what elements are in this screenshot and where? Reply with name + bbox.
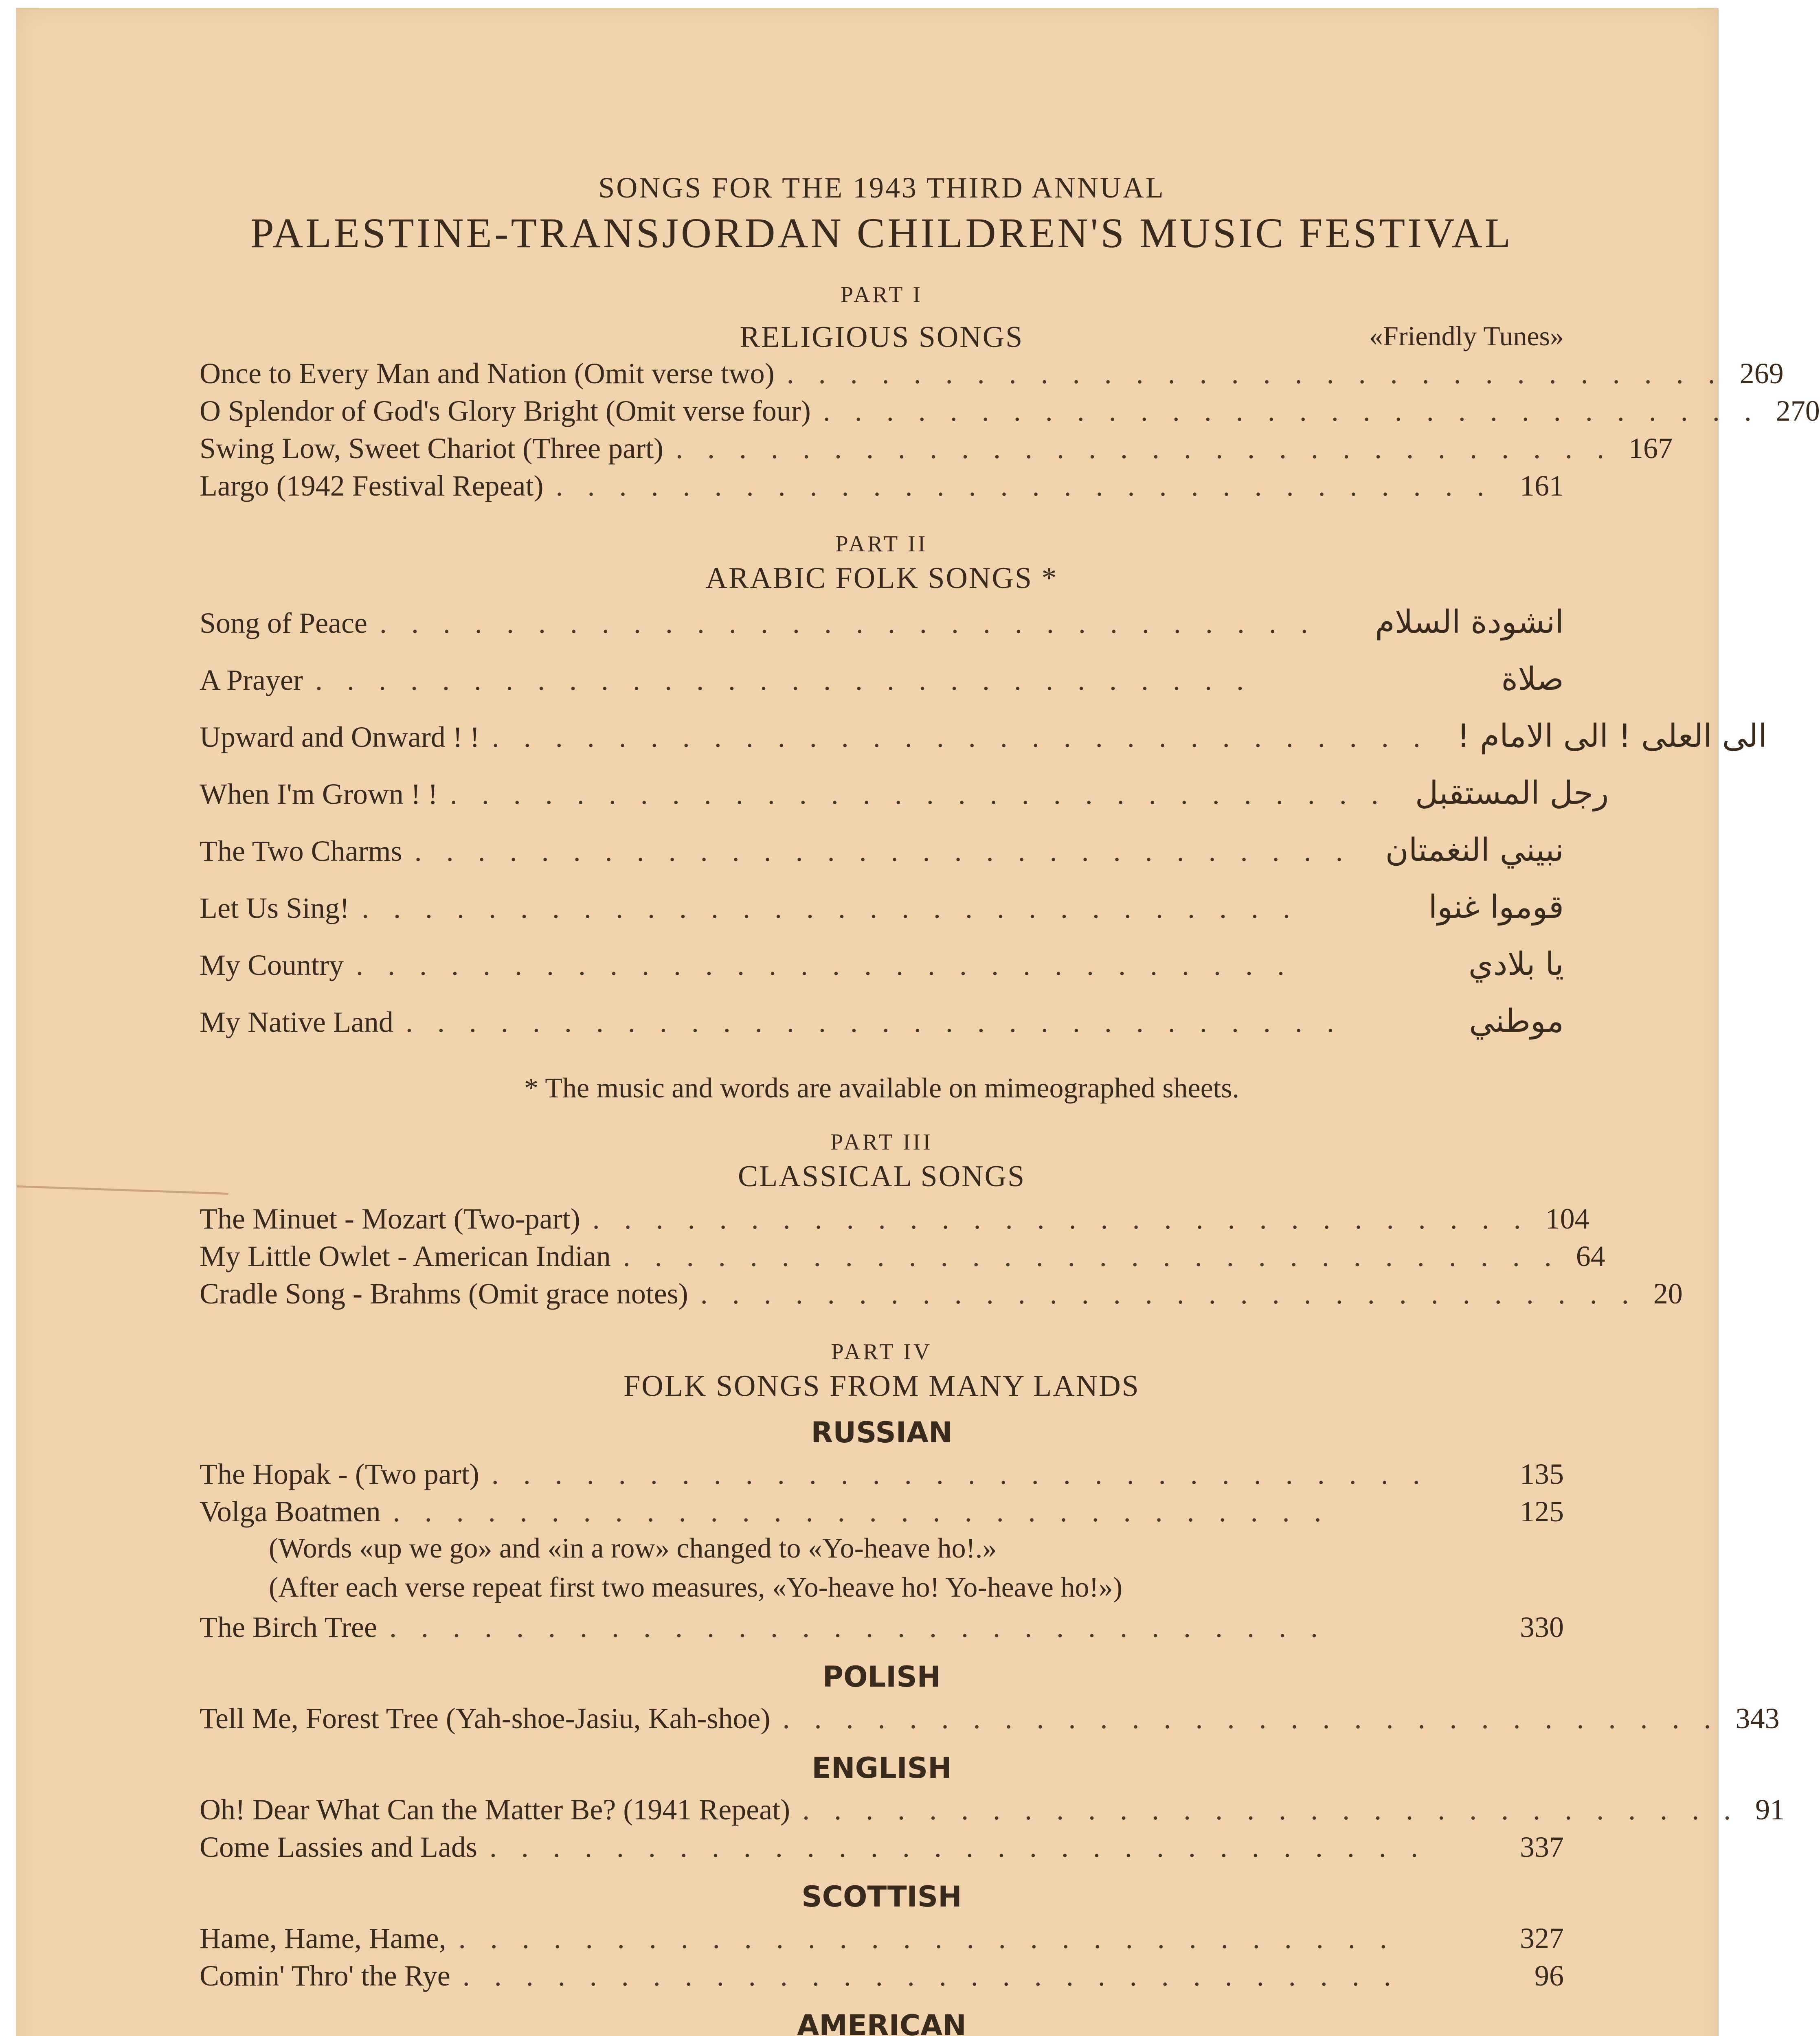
page-number: 327: [1520, 1922, 1564, 1955]
part2-title: ARABIC FOLK SONGS *: [705, 562, 1058, 595]
song-row: [200, 1277, 1683, 1314]
part3-list: [200, 1202, 1683, 1314]
leader-dots: ..............................: [802, 1793, 1756, 1826]
arabic-title: نبيني النغمتان: [1385, 832, 1564, 869]
leader-dots: ..............................: [458, 1922, 1412, 1955]
leader-dots: ..............................: [393, 1495, 1346, 1528]
leader-dots: ..............................: [786, 357, 1740, 390]
leader-dots: ..............................: [389, 1611, 1342, 1643]
part4-label: PART IV: [831, 1339, 933, 1365]
song-title: Largo (1942 Festival Repeat): [200, 470, 544, 502]
leader-dots: ..............................: [623, 1240, 1576, 1272]
leader-dots: ..............................: [379, 607, 1333, 639]
page-number: 343: [1735, 1702, 1780, 1735]
song-title: When I'm Grown ! !: [200, 778, 438, 810]
page-number: 20: [1653, 1277, 1683, 1310]
page-number: 167: [1629, 432, 1673, 465]
russian-heading: RUSSIAN: [811, 1416, 953, 1449]
leader-dots: ..............................: [356, 949, 1309, 981]
american-heading: AMERICAN: [797, 2009, 966, 2036]
page-number: 161: [1520, 470, 1564, 502]
song-row: [200, 775, 1609, 832]
song-title: The Two Charms: [200, 835, 402, 867]
part3-title: CLASSICAL SONGS: [738, 1160, 1026, 1193]
arabic-title: الى العلى ! الى الامام !: [1457, 718, 1767, 755]
song-row: [200, 394, 1820, 432]
arabic-title: صلاة: [1501, 661, 1564, 698]
song-title: Oh! Dear What Can the Matter Be? (1941 Repeat): [200, 1793, 790, 1826]
song-row: [200, 1457, 1564, 1495]
song-row: [200, 1702, 1780, 1739]
leader-dots: ..............................: [492, 721, 1445, 753]
song-title: Come Lassies and Lads: [200, 1831, 477, 1863]
part4-title: FOLK SONGS FROM MANY LANDS: [623, 1369, 1140, 1403]
song-title: My Country: [200, 949, 344, 981]
song-row: [200, 832, 1564, 889]
song-title: O Splendor of God's Glory Bright (Omit verse four): [200, 395, 811, 427]
arabic-title: قوموا غنوا: [1428, 889, 1564, 926]
page-number: 269: [1739, 357, 1784, 390]
part1-title: RELIGIOUS SONGS: [740, 320, 1024, 354]
part1-label: PART I: [840, 282, 923, 307]
song-row: [200, 357, 1784, 394]
paper-tear: [16, 1185, 228, 1219]
header-line1: SONGS FOR THE 1943 THIRD ANNUAL: [598, 171, 1165, 204]
leader-dots: ..............................: [491, 1458, 1445, 1490]
volga-note-1: (Words «up we go» and «in a row» changed to «Yo-heave ho!.»: [269, 1533, 997, 1564]
leader-dots: ..............................: [462, 1959, 1416, 1992]
song-row: [200, 1202, 1589, 1240]
song-title: The Minuet - Mozart (Two-part): [200, 1202, 580, 1235]
english-heading: ENGLISH: [812, 1751, 952, 1785]
song-title: Upward and Onward ! !: [200, 721, 480, 753]
song-row: [200, 604, 1564, 661]
part2-label: PART II: [835, 531, 928, 557]
song-title: Tell Me, Forest Tree (Yah-shoe-Jasiu, Kah-shoe): [200, 1702, 771, 1735]
arabic-title: رجل المستقبل: [1415, 775, 1609, 812]
leader-dots: ..............................: [414, 835, 1368, 867]
page-number: 270: [1776, 395, 1820, 427]
part3-label: PART III: [830, 1130, 933, 1155]
part1-list: [200, 357, 1820, 507]
header-title: PALESTINE-TRANSJORDAN CHILDREN'S MUSIC FESTIVAL: [250, 210, 1513, 257]
song-row: [200, 1610, 1564, 1648]
arabic-title: انشودة السلام: [1375, 604, 1564, 641]
song-row: [200, 432, 1673, 469]
leader-dots: ..............................: [361, 892, 1315, 924]
leader-dots: ..............................: [405, 1006, 1359, 1038]
part2-footnote: * The music and words are available on mimeographed sheets.: [524, 1073, 1239, 1104]
song-row: [200, 661, 1564, 718]
leader-dots: ..............................: [489, 1831, 1442, 1863]
song-row: [200, 469, 1564, 507]
leader-dots: ..............................: [676, 432, 1629, 465]
page-number: 96: [1535, 1959, 1564, 1992]
song-title: Swing Low, Sweet Chariot (Three part): [200, 432, 664, 465]
part1-heading-row: [200, 312, 1564, 357]
song-title: Comin' Thro' the Rye: [200, 1959, 450, 1992]
song-title: Hame, Hame, Hame,: [200, 1922, 446, 1955]
song-title: A Prayer: [200, 664, 303, 696]
song-title: Let Us Sing!: [200, 892, 349, 924]
song-row: [200, 1830, 1564, 1868]
scottish-heading: SCOTTISH: [801, 1880, 962, 1913]
song-row: [200, 889, 1564, 946]
song-row: [200, 1003, 1564, 1060]
part1-source: «Friendly Tunes»: [1369, 320, 1564, 351]
song-row: [200, 1240, 1605, 1277]
program-content: [200, 147, 1820, 2036]
song-title: Cradle Song - Brahms (Omit grace notes): [200, 1277, 688, 1310]
arabic-title: يا بلادي: [1468, 946, 1564, 983]
leader-dots: ..............................: [782, 1702, 1736, 1735]
volga-note-2: (After each verse repeat first two measures, «Yo-heave ho! Yo-heave ho!»): [269, 1572, 1123, 1603]
song-title: My Little Owlet - American Indian: [200, 1240, 611, 1272]
polish-heading: POLISH: [822, 1660, 941, 1694]
arabic-title: موطني: [1469, 1003, 1564, 1040]
song-row: [200, 1922, 1564, 1959]
song-row: [200, 946, 1564, 1003]
song-title: My Native Land: [200, 1006, 393, 1038]
page-number: 64: [1576, 1240, 1605, 1272]
page-number: 125: [1520, 1495, 1564, 1528]
song-title: Once to Every Man and Nation (Omit verse two): [200, 357, 775, 390]
part2-list: [200, 604, 1767, 1060]
paper-sheet: [16, 8, 1820, 2036]
page-number: 330: [1520, 1611, 1564, 1643]
song-title: The Hopak - (Two part): [200, 1458, 479, 1490]
song-row: [200, 1959, 1564, 1997]
song-title: The Birch Tree: [200, 1611, 377, 1643]
leader-dots: ..............................: [700, 1277, 1653, 1310]
song-row: [200, 718, 1767, 775]
page-number: 104: [1545, 1202, 1589, 1235]
leader-dots: ..............................: [315, 664, 1268, 696]
song-title: Song of Peace: [200, 607, 367, 639]
page-number: 337: [1520, 1831, 1564, 1863]
leader-dots: ..............................: [450, 778, 1403, 810]
leader-dots: ..............................: [555, 470, 1509, 502]
song-row: [200, 1495, 1564, 1532]
page-number: 91: [1755, 1793, 1785, 1826]
leader-dots: ..............................: [823, 395, 1776, 427]
leader-dots: ..............................: [592, 1202, 1546, 1235]
song-title: Volga Boatmen: [200, 1495, 381, 1528]
song-row: [200, 1793, 1785, 1830]
page-number: 135: [1520, 1458, 1564, 1490]
